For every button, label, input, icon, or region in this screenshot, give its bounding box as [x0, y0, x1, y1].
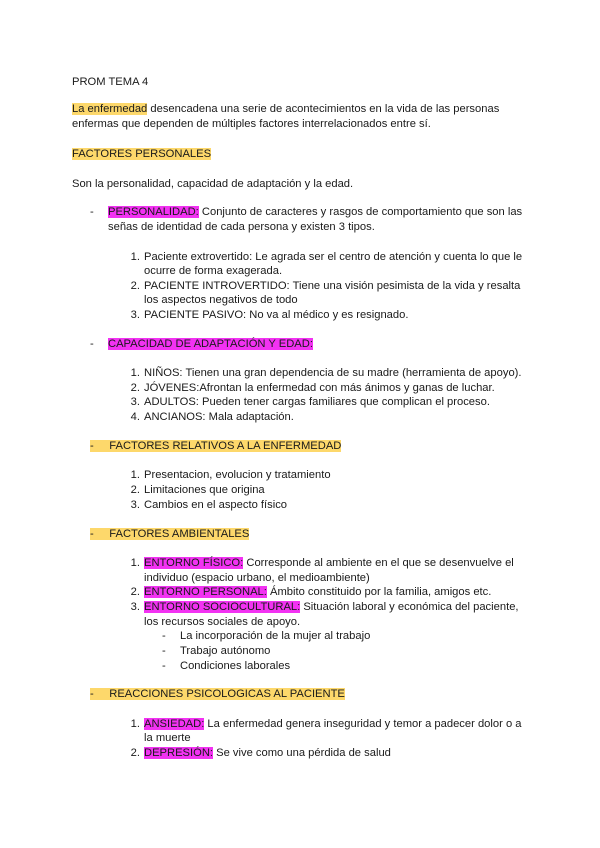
heading-reacciones: - REACCIONES PSICOLOGICAS AL PACIENTE — [90, 688, 345, 700]
intro-line-2: enfermas que dependen de múltiples factores interrelacionados entre sí. — [72, 118, 431, 130]
list-item-cont: la muerte — [144, 732, 191, 744]
personalidad-line-1: PERSONALIDAD: Conjunto de caracteres y rasgos de comportamiento que son las — [108, 206, 523, 218]
bullet: - — [90, 206, 94, 218]
personalidad-label: PERSONALIDAD: — [108, 206, 199, 218]
list-number: 2. — [130, 747, 140, 759]
bullet: - — [162, 630, 166, 642]
ansiedad-label: ANSIEDAD: — [144, 718, 205, 730]
list-item-cont: los aspectos negativos de todo — [144, 294, 298, 306]
page-title: PROM TEMA 4 — [72, 76, 149, 88]
sub-list-item: Trabajo autónomo — [180, 645, 271, 657]
intro-highlight: La enfermedad — [72, 103, 148, 115]
list-number: 4. — [130, 411, 140, 423]
list-number: 2. — [130, 280, 140, 292]
list-item: NIÑOS: Tienen una gran dependencia de su madre (herramienta de apoyo). — [144, 367, 522, 379]
list-item: Paciente extrovertido: Le agrada ser el centro de atención y cuenta lo que le — [144, 251, 523, 263]
list-item-cont: los recursos sociales de apoyo. — [144, 616, 301, 628]
entorno-fisico-label: ENTORNO FÍSICO: — [144, 557, 244, 569]
list-item: PACIENTE PASIVO: No va al médico y es resignado. — [144, 309, 409, 321]
list-number: 3. — [130, 309, 140, 321]
sub-list-item: Condiciones laborales — [180, 660, 291, 672]
sub-list-item: La incorporación de la mujer al trabajo — [180, 630, 371, 642]
list-number: 1. — [130, 718, 140, 730]
personalidad-line-2: señas de identidad de cada persona y existen 3 tipos. — [108, 221, 375, 233]
list-number: 3. — [130, 396, 140, 408]
list-item: ENTORNO SOCIOCULTURAL: Situación laboral y económica del paciente, — [144, 601, 519, 613]
factores-personales-desc: Son la personalidad, capacidad de adaptación y la edad. — [72, 178, 354, 190]
list-item: Cambios en el aspecto físico — [144, 499, 288, 511]
list-number: 2. — [130, 382, 140, 394]
intro-line-1: La enfermedad desencadena una serie de acontecimientos en la vida de las personas — [72, 103, 500, 115]
list-number: 1. — [130, 557, 140, 569]
list-number: 2. — [130, 484, 140, 496]
capacidad-label-line — [108, 337, 313, 351]
capacidad-label: CAPACIDAD DE ADAPTACIÓN Y EDAD: — [108, 338, 313, 350]
bullet: - — [90, 338, 94, 350]
list-item: ENTORNO PERSONAL: Ámbito constituido por la familia, amigos etc. — [144, 586, 492, 598]
list-item: PACIENTE INTROVERTIDO: Tiene una visión pesimista de la vida y resalta — [144, 280, 521, 292]
entorno-sociocultural-label: ENTORNO SOCIOCULTURAL: — [144, 601, 301, 613]
list-number: 1. — [130, 469, 140, 481]
heading-factores-enfermedad: - FACTORES RELATIVOS A LA ENFERMEDAD — [90, 440, 342, 452]
depresion-label: DEPRESIÓN: — [144, 747, 214, 759]
list-item: DEPRESIÓN: Se vive como una pérdida de salud — [144, 747, 391, 759]
list-number: 3. — [130, 601, 140, 613]
list-item-cont: ocurre de forma exagerada. — [144, 265, 283, 277]
list-item: ADULTOS: Pueden tener cargas familiares que complican el proceso. — [144, 396, 490, 408]
bullet: - — [162, 645, 166, 657]
list-item: Presentacion, evolucion y tratamiento — [144, 469, 331, 481]
list-number: 1. — [130, 251, 140, 263]
list-item: JÓVENES:Afrontan la enfermedad con más ánimos y ganas de luchar. — [144, 382, 495, 394]
entorno-personal-label: ENTORNO PERSONAL: — [144, 586, 267, 598]
list-item-cont: individuo (espacio urbano, el medioambiente) — [144, 572, 370, 584]
list-item: ENTORNO FÍSICO: Corresponde al ambiente en el que se desenvuelve el — [144, 557, 514, 569]
list-item: Limitaciones que origina — [144, 484, 265, 496]
heading-factores-personales: FACTORES PERSONALES — [72, 148, 212, 160]
list-number: 1. — [130, 367, 140, 379]
list-item: ANSIEDAD: La enfermedad genera inseguridad y temor a padecer dolor o a — [144, 718, 522, 730]
list-number: 3. — [130, 499, 140, 511]
bullet: - — [162, 660, 166, 672]
list-item: ANCIANOS: Mala adaptación. — [144, 411, 294, 423]
list-number: 2. — [130, 586, 140, 598]
heading-factores-ambientales: - FACTORES AMBIENTALES — [90, 528, 250, 540]
